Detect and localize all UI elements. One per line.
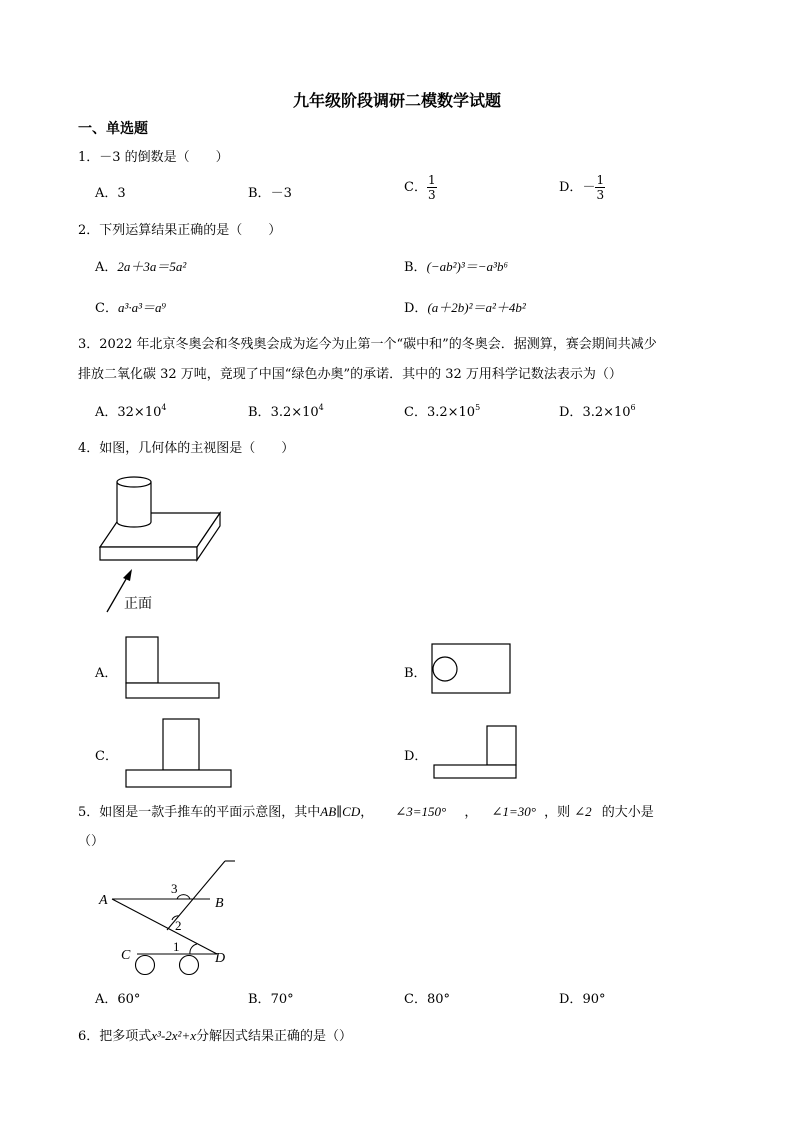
question-5-line2: （）	[78, 834, 105, 849]
option-letter: D．	[404, 301, 428, 316]
fraction-denominator: 3	[427, 188, 436, 202]
option-formula: (a＋2b)²＝a²＋4b²	[427, 300, 526, 315]
q4-option-c-figure[interactable]	[125, 718, 233, 790]
q4-option-d-figure[interactable]	[433, 725, 519, 781]
option-exponent: 6	[630, 403, 636, 412]
q5-cart-figure	[95, 858, 245, 978]
minus-sign: －	[582, 180, 596, 195]
slab-front-face	[100, 547, 197, 560]
q4-option-a[interactable]: A．	[95, 666, 118, 681]
base-rect	[126, 770, 231, 787]
question-1-stem: 1．－3 的倒数是（ ）	[78, 150, 229, 165]
q2-option-a[interactable]	[95, 256, 186, 275]
stem-text: 5．如图是一款手推车的平面示意图，其中	[78, 805, 321, 820]
option-exponent: 4	[161, 403, 167, 412]
stem-text: 6．把多项式	[78, 1029, 152, 1044]
q5-option-a[interactable]	[95, 988, 140, 1007]
option-mantissa: 3.2×10	[270, 405, 319, 420]
angle-3-arc	[177, 895, 190, 899]
option-text: 3	[117, 186, 126, 201]
fraction-denominator: 3	[596, 188, 605, 202]
option-text: 80°	[426, 992, 450, 1007]
angle-1-arc	[190, 944, 197, 954]
wheel-right	[180, 956, 199, 975]
q3-option-c[interactable]	[404, 401, 480, 420]
option-formula: 2a＋3a＝5a²	[117, 259, 187, 274]
option-exponent: 5	[475, 403, 481, 412]
option-letter: A．	[95, 992, 118, 1007]
fraction-numerator: 1	[596, 173, 605, 187]
option-letter: C．	[404, 405, 427, 420]
stem-text: 的大小是	[601, 805, 654, 820]
option-mantissa: 3.2×10	[426, 405, 476, 420]
question-6-stem	[78, 1025, 352, 1044]
q4-option-c[interactable]: C．	[95, 749, 118, 764]
page-title: 九年级阶段调研二模数学试题	[292, 91, 501, 110]
q4-solid-figure	[95, 470, 235, 615]
front-label: 正面	[124, 596, 152, 612]
option-letter: C．	[404, 180, 427, 195]
parallel-relation: AB∥CD	[320, 804, 361, 819]
cylinder-body	[117, 482, 151, 527]
question-5-stem: 5．如图是一款手推车的平面示意图，其中AB∥CD， ∠3=150° ， ∠1=30° ，则 ∠2 的大小是	[78, 804, 654, 820]
option-letter: A．	[95, 405, 118, 420]
label-a: A	[99, 893, 108, 908]
label-angle-1: 1	[173, 939, 180, 954]
question-4-stem: 4．如图，几何体的主视图是（ ）	[78, 441, 295, 456]
option-text: －3	[270, 186, 292, 201]
polynomial: x³-2x²+x	[151, 1028, 196, 1043]
front-arrow-head	[123, 569, 132, 581]
option-letter: B．	[248, 186, 271, 201]
option-letter: D．	[559, 992, 583, 1007]
q4-option-b-figure[interactable]	[431, 643, 513, 695]
stem-text: 分解因式结果正确的是（）	[196, 1029, 353, 1044]
q4-option-b[interactable]: B．	[404, 666, 427, 681]
option-letter: B．	[248, 405, 271, 420]
q1-option-d[interactable]	[559, 173, 605, 202]
angle-3-value: ∠3=150°	[395, 804, 447, 819]
cylinder-top	[117, 477, 151, 487]
option-text: 60°	[117, 992, 141, 1007]
label-d: D	[215, 951, 226, 966]
option-formula: a³·a³＝a⁹	[117, 300, 167, 315]
q1-option-a[interactable]	[95, 182, 126, 201]
fraction	[427, 173, 437, 202]
option-letter: D．	[559, 405, 583, 420]
base-rect	[126, 683, 219, 698]
stem-text: ，则	[544, 805, 571, 820]
base-rect	[434, 765, 516, 778]
option-letter: C．	[95, 301, 118, 316]
label-angle-2: 2	[175, 918, 182, 933]
option-letter: B．	[248, 992, 271, 1007]
option-exponent: 4	[318, 403, 324, 412]
question-3-line2: 排放二氧化碳 32 万吨，竟现了中国“绿色办奥”的承诺．其中的 32 万用科学记数法表示为（）	[78, 367, 622, 382]
angle-1-value: ∠1=30°	[491, 804, 536, 819]
option-letter: B．	[404, 260, 427, 275]
fraction	[595, 173, 605, 202]
line-ad	[112, 899, 217, 954]
question-3-line1: 3．2022 年北京冬奥会和冬残奥会成为迄今为止第一个“碳中和”的冬奥会．据测算，赛会期间共减少	[78, 337, 657, 352]
section-heading: 一、单选题	[78, 121, 148, 137]
q4-option-d[interactable]: D．	[404, 749, 428, 764]
q1-option-c[interactable]	[404, 173, 437, 202]
option-mantissa: 32×10	[117, 405, 162, 420]
q5-option-d[interactable]	[559, 988, 605, 1007]
q3-option-d[interactable]	[559, 401, 636, 420]
q2-option-c[interactable]	[95, 297, 166, 316]
option-letter: A．	[95, 260, 118, 275]
q2-option-b[interactable]	[404, 256, 508, 275]
option-letter: D．	[559, 180, 583, 195]
question-2-stem: 2．下列运算结果正确的是（ ）	[78, 223, 282, 238]
q3-option-a[interactable]	[95, 401, 166, 420]
label-b: B	[215, 896, 224, 911]
q3-option-b[interactable]	[248, 401, 324, 420]
option-letter: C．	[404, 992, 427, 1007]
q5-option-b[interactable]	[248, 988, 294, 1007]
upright-rect	[163, 719, 199, 770]
option-mantissa: 3.2×10	[582, 405, 631, 420]
q2-option-d[interactable]	[404, 297, 526, 316]
upright-rect	[487, 726, 516, 765]
upright-rect	[126, 637, 158, 683]
fraction-numerator: 1	[427, 173, 436, 187]
angle-2-symbol: ∠2	[574, 804, 592, 819]
q1-option-b[interactable]	[248, 182, 292, 201]
circle-shape	[433, 657, 457, 681]
wheel-left	[136, 956, 155, 975]
q4-option-a-figure[interactable]	[125, 636, 221, 700]
option-text: 90°	[582, 992, 606, 1007]
q5-option-c[interactable]	[404, 988, 450, 1007]
option-letter: A．	[95, 186, 118, 201]
label-c: C	[121, 948, 131, 963]
option-text: 70°	[270, 992, 294, 1007]
option-formula: (−ab²)³＝−a³b⁶	[426, 259, 508, 274]
label-angle-3: 3	[171, 881, 178, 896]
